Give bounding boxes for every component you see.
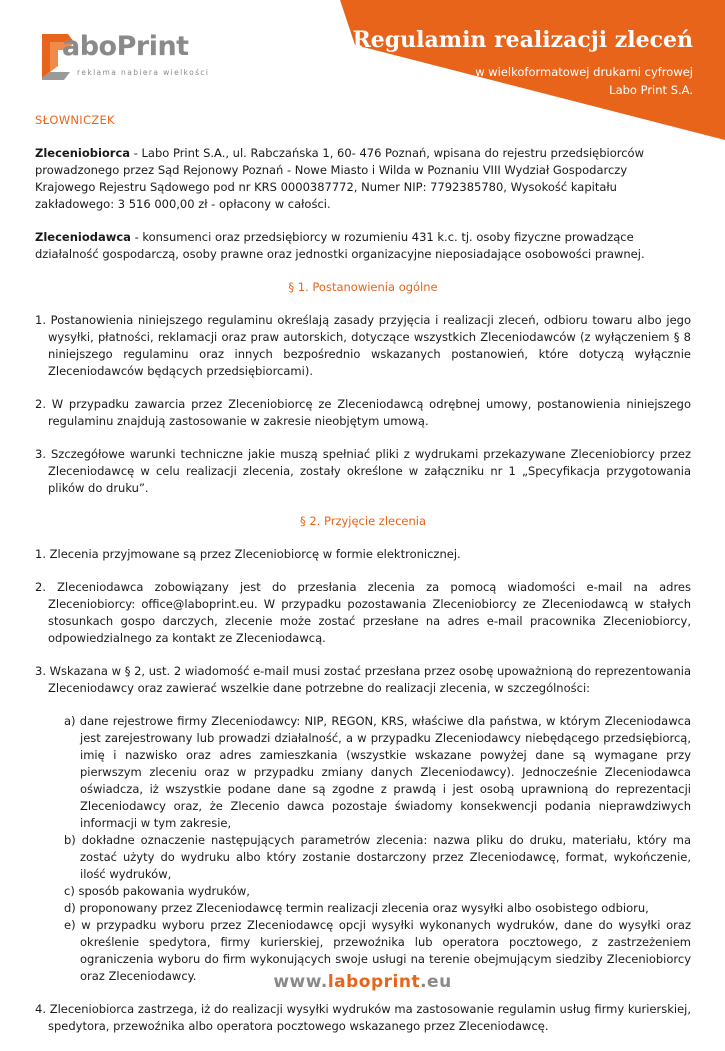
definition-term: Zleceniodawca <box>35 230 131 244</box>
section-2-item: 1. Zlecenia przyjmowane są przez Zleceniobiorcę w formie elektronicznej. <box>35 547 461 561</box>
section-1-heading: § 1. Postanowienia ogólne <box>288 280 438 294</box>
definition-text: - konsumenci oraz przedsiębiorcy w rozumieniu 431 k.c. tj. osoby fizyczne prowadzące działalność gospodarczą, osoby prawne oraz jednostki organizacyjne nieposiadające osobowości prawnej. <box>35 230 645 261</box>
sublist-item: d) proponowany przez Zleceniodawcę termin realizacji zlecenia oraz wysyłki albo osobistego odbioru, <box>64 901 649 915</box>
definition-text: - Labo Print S.A., ul. Rabczańska 1, 60- 476 Poznań, wpisana do rejestru przedsiębiorców prowadzonego przez Sąd Rejonowy Poznań - Nowe Miasto i Wilda w Poznaniu VIII Wydział Gospodarczy Krajowego Rejestru Sądowego pod nr KRS 0000387772, Numer NIP: 7792385780, Wysokość kapitału zakładowego: 3 516 000,00 zł - opłacony w całości. <box>35 146 644 211</box>
sublist-item: a) dane rejestrowe firmy Zleceniodawcy: NIP, REGON, KRS, właściwe dla państwa, w którym Zleceniodawca jest zarejestrowany lub prowadzi działalność, a w przypadku Zleceniodawcy niebędącego przedsiębiorcą, imię i nazwisko oraz adres zamieszkania (wszystkie wskazane powyżej dane są wymagane przy pierwszym zleceniu oraz w przypadku zmiany danych Zleceniodawcy). Jednocześnie Zleceniodawca oświadcza, iż wszystkie podane dane są zgodne z prawdą i jest osobą uprawnioną do reprezentacji Zleceniodawcy oraz, że Zlecenio dawca pozostaje świadomy konsekwencji podania nieprawdziwych informacji w tym zakresie, <box>64 714 691 830</box>
section-1-item: 2. W przypadku zawarcia przez Zleceniobiorcę ze Zleceniodawcą odrębnej umowy, postanowienia niniejszego regulaminu znajdują zastosowanie w zakresie nieobjętym umową. <box>35 397 691 428</box>
footer-url-prefix: www. <box>273 972 328 992</box>
section-2-item: 2. Zleceniodawca zobowiązany jest do przesłania zlecenia za pomocą wiadomości e-mail na adres Zleceniobiorcy: office@laboprint.eu. W przypadku pozostawania Zleceniobiorcy ze Zleceniodawcą w stałych stosunkach gospo darczych, zlecenie może zostać przesłane na adres e-mail pracownika Zleceniobiorcy, odpowiedzialnego za kontakt ze Zleceniodawcą. <box>35 580 691 645</box>
definition-term: Zleceniobiorca <box>35 146 131 160</box>
document-title: Regulamin realizacji zleceń <box>352 27 693 53</box>
section-2-item: 4. Zleceniobiorca zastrzega, iż do realizacji wysyłki wydruków ma zastosowanie regulamin usług firmy kurierskiej, spedytora, przewoźnika albo operatora pocztowego wskazanego przez Zleceniodawcę. <box>35 1002 691 1033</box>
document-subtitle <box>475 63 693 99</box>
section-1-item: 3. Szczegółowe warunki techniczne jakie muszą spełniać pliki z wydrukami przekazywane Zleceniobiorcy przez Zleceniodawcę w celu realizacji zlecenia, zostały określone w załączniku nr 1 „Specyfikacja przygotowania plików do druku”. <box>35 447 691 495</box>
subtitle-line: w wielkoformatowej drukarni cyfrowej <box>475 65 693 79</box>
document-body <box>35 112 691 1051</box>
section-2-heading: § 2. Przyjęcie zlecenia <box>299 514 427 528</box>
footer-url-brand: laboprint <box>327 972 421 992</box>
logo-tagline: reklama nabiera wielkości <box>77 68 210 77</box>
section-1-item: 1. Postanowienia niniejszego regulaminu określają zasady przyjęcia i realizacji zleceń, odbioru towaru albo jego wysyłki, płatności, reklamacji oraz praw autorskich, dotyczące wszystkich Zleceniodawców (z wyłączeniem § 8 niniejszego regulaminu oraz innych bezpośrednio wskazanych postanowień, które dotyczą wyłącznie Zleceniodawców będących przedsiębiorcami). <box>35 313 691 378</box>
logo-wordmark: aboPrint <box>62 31 189 62</box>
definition-zleceniobiorca <box>35 145 691 213</box>
section-2-sublist <box>35 713 691 985</box>
definition-zleceniodawca <box>35 229 691 263</box>
footer-url-suffix: .eu <box>420 972 452 992</box>
sublist-item: b) dokładne oznaczenie następujących parametrów zlecenia: nazwa pliku do druku, materiału, który ma zostać użyty do wydruku albo który zostanie dostarczony przez Zleceniodawcę, format, wykończenie, ilość wydruków, <box>64 833 691 881</box>
glossary-heading: SŁOWNICZEK <box>35 113 115 127</box>
sublist-item: c) sposób pakowania wydruków, <box>64 884 250 898</box>
section-2-item: 3. Wskazana w § 2, ust. 2 wiadomość e-mail musi zostać przesłana przez osobę upoważnioną do reprezentowania Zleceniodawcy oraz zawierać wszelkie dane potrzebne do realizacji zlecenia, w szczególności: <box>35 664 691 695</box>
subtitle-line: Labo Print S.A. <box>609 83 693 97</box>
footer-website-link[interactable] <box>0 972 725 992</box>
sublist-item: e) w przypadku wyboru przez Zleceniodawcę opcji wysyłki wykonanych wydruków, dane do wysyłki oraz określenie spedytora, firmy kurierskiej, przewoźnika lub operatora pocztowego, z zastrzeżeniem ograniczenia wyboru do firm wykonujących swoje usługi na terenie obejmującym siedziby Zleceniobiorcy oraz Zleceniodawcy. <box>64 918 691 983</box>
